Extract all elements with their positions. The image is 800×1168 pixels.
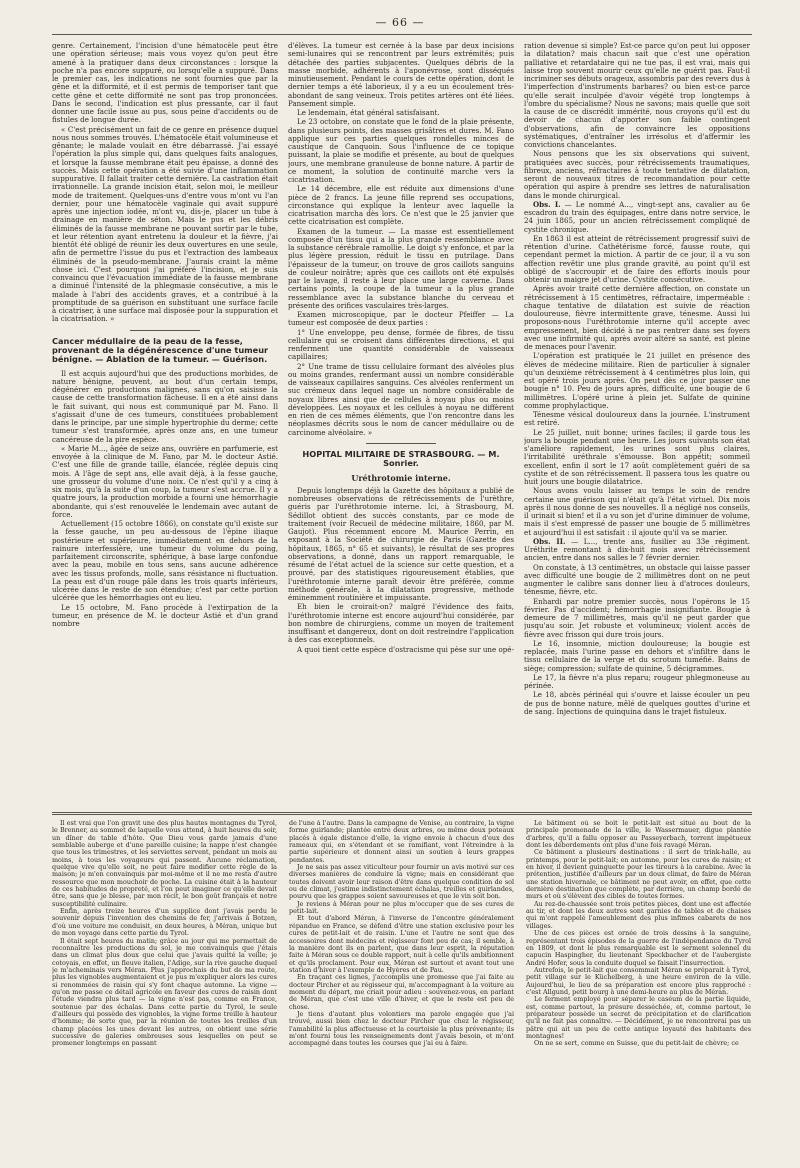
- paragraph: A quoi tient cette espèce d'ostracisme qui pèse sur une opé-: [297, 644, 514, 654]
- paragraph: Depuis longtemps déjà la Gazette des hôpitaux a publié de nombreuses observations de rétrécissements de l'urèthre, guéris par l'uréthrotomie interne. Ici, à Strasbourg, M. Sédillot obtient des succès constants, par ce mode de traitement (voir Recueil de médecine militaire, 1860, par M. Gaujot). Plus récemment encore M. Maurice Perrin, en exposant à la Société de chirurgie de Paris (Gazette des hôpitaux, 1865, n° 65 et suivants), le résultat de ses propres observations, a donné, dans un rapport remarquable, le résumé de l'état actuel de la science sur cette question, et a prouvé, par des statistiques rigoureusement établies, que l'uréthrotomie interne paraît devoir être préférée, comme méthode générale, à la dilatation progressive, méthode éminemment routinière et impuissante.: [288, 485, 514, 603]
- feuilleton-columns: [52, 820, 752, 1156]
- header-rule: [52, 34, 752, 35]
- paragraph: Le 16, insomnie, miction douloureuse; la bougie est replacée, mais l'urine passe en dehors et s'infiltre dans le tissu cellulaire de la verge et du scrotum tuméfié. Bains de siège; compression; sulfate de quinine, 5 décigrammes.: [524, 638, 750, 673]
- paragraph: Le bâtiment où se boit le petit-lait est situé au bout de la principale promenade de la ville, le Wassermauer, digue plantée d'arbres, qu'il a fallu opposer au Passeyerbach, torrent impétueux dont les débordements ont plus d'une fois ravagé Méran.: [526, 820, 751, 850]
- paragraph: Enfin, après treize heures d'un supplice dont j'avais perdu le souvenir depuis l'invention des chemins de fer, j'arrivais à Botzen, d'où une voiture me conduisit, en deux heures, à Méran, unique but de mon voyage dans cette partie du Tyrol.: [52, 907, 277, 938]
- paragraph: Le 15 octobre, M. Fano procède à l'extirpation de la tumeur, en présence de M. le docteur Astié et d'un grand nombre: [52, 602, 278, 629]
- section-separator: [130, 330, 200, 331]
- paragraph: Le lendemain, état général satisfaisant.: [297, 108, 440, 117]
- feuilleton-column-3: [526, 820, 751, 1156]
- paragraph: Le 23 octobre, on constate que le fond de la plaie présente, dans plusieurs points, des masses grisâtres et dures. M. Fano applique sur ces parties quelques rondelles minces de caustique de Canquoin. Sous l'influence de ce topique puissant, la plaie se modifie et présente, au bout de quelques jours, une membrane granuleuse de bonne nature. A partir de ce moment, la solution de continuité marche vers la cicatrisation.: [288, 117, 514, 184]
- column-2: [288, 42, 514, 808]
- paragraph: Actuellement (15 octobre 1866), on constate qu'il existe sur la fesse gauche, un peu au-dessous de l'épine iliaque postérieure et supérieure, immédiatement en dehors de la rainure interfessière, une tumeur du volume du poing, parfaitement circonscrite, sphérique, à base large confondue avec la peau, mobile en tous sens, sans aucune adhérence avec les tissus profonds, molle, sans résistance ni fluctuation. La peau est d'un rouge pâle dans les trois quarts inférieurs, ulcérée dans le reste de son étendue; c'est par cette portion ulcérée que les hémorrhagies ont eu lieu.: [52, 519, 278, 603]
- section-separator: [366, 443, 436, 444]
- paragraph: « C'est précisément un fait de ce genre en présence duquel nous nous sommes trouvés. L'hématocèle était volumineuse et gênante; le malade voulait en être débarrassé. J'ai essayé l'opération la plus simple qui, dans quelques faits analogues, et lorsque la fausse membrane était peu épaisse, a donné des succès. Mais cette opération a été suivie d'une inflammation suppurative. Il fallait traiter cette dernière. La castration était irrationnelle. La grande incision était, selon moi, le meilleur mode de traitement. Quelques-uns d'entre vous m'ont vu l'an dernier, pour une hématocèle vaginale qui avait suppuré après une injection iodée, m'ont vu, dis-je, placer un tube à drainage en manière de séton. Mais le pus et les débris éliminés de la fausse membrane ne pouvant sortir par le tube, et leur rétention ayant entretenu la douleur et la fièvre, j'ai bientôt été obligé de réunir les deux ouvertures en une seule, afin de permettre l'issue du pus et l'extraction des lambeaux éliminés de la pseudo-membrane. J'aurais craint la même chose ici. C'est pourquoi j'ai préféré l'incision, et je suis convaincu que l'évacuation immédiate de la fausse membrane a diminué l'intensité de la phlegmasie consécutive, a mis le malade à l'abri des accidents graves, et a contribué à la promptitude de sa guérison en substituant une surface facile à cicatriser, à une surface mal disposée pour la suppuration et la cicatrisation. »: [52, 124, 278, 324]
- paragraph: Le 25 juillet, nuit bonne; urines faciles; il garde tous les jours la bougie pendant une heure. Les jours suivants son état s'améliore rapidement, les urines sont plus claires, l'irritabilité uréthrale s'émousse. Bon appétit; sommeil excellent, enfin il sort le 17 août complètement guéri de sa cystite et de son rétrécissement. Il passera tous les quatre ou huit jours une bougie dilatatrice.: [524, 427, 750, 486]
- paragraph: L'opération est pratiquée le 21 juillet en présence des élèves de médecine militaire. Rien de particulier à signaler qu'un deuxième rétrécissement à 4 centimètres plus loin, qui est opéré trois jours après. On peut dès ce jour passer une bougie n° 10. Peu de jours après, difficulté, une bougie de 6 millimètres. L'opéré urine à plein jet. Sulfate de quinine comme prophylactique.: [524, 351, 750, 410]
- paragraph: Le ferment employé pour séparer le caséum de la partie liquide, est, comme partout, la présure desséchée, et, comme partout, le préparateur possède un secret de précipitation et de clarification qu'il ne fait pas connaître. — Décidément, je ne rencontrerai pas un pâtre qui ait un peu de cette antique loyauté des habitants des montagnes!: [526, 995, 751, 1040]
- paragraph: Je ne sais pas assez viticulteur pour fournir un avis motivé sur ces diverses manières de conduire la vigne; mais en considérant que toutes doivent avoir leur raison d'être dans quelque condition de sol ou de climat, j'estime indistinctement échalas, treilles et guirlandes, pourvu que les grappes soient savoureuses et que le vin soit bon.: [289, 863, 514, 901]
- paragraph: Autrefois, le petit-lait que consommait Méran se préparait à Tyrol, petit village sur le Küchelberg, à une heure environ de la ville. Aujourd'hui, le lieu de sa préparation est encore plus rapproché : c'est Allgund, petit bourg à une demi-heure au plus de Méran.: [526, 965, 751, 996]
- paragraph: Eh bien le croirait-on? malgré l'évidence des faits, l'uréthrotomie interne est encore aujourd'hui considérée, par bon nombre de chirurgiens, comme un moyen de traitement insuffisant et dangereux, dont on doit restreindre l'application à des cas exceptionnels.: [288, 602, 514, 645]
- section-heading: Cancer médullaire de la peau de la fesse, provenant de la dégénérescence d'une tumeur bénigne. — Ablation de la tumeur. — Guérison.: [52, 335, 269, 365]
- main-article-columns: [52, 42, 752, 808]
- paragraph: Nous pensons que les six observations qui suivent, pratiquées avec succès, pour rétrécissements traumatiques, fibreux, anciens, réfractaires à toute tentative de dilatation, seront de nouveaux titres de recommandation pour cette opération qui aspire à prendre ses lettres de naturalisation dans le monde chirurgical.: [524, 149, 750, 200]
- observation-paragraph: [524, 201, 750, 234]
- column-1: [52, 42, 278, 808]
- paragraph: « Marie M..., âgée de seize ans, ouvrière en parfumerie, est envoyée à la clinique de M. Fano, par M. le docteur Astié. C'est une fille de grande taille, élancée, réglée depuis cinq mois. A l'âge de sept ans, elle avait déjà, à la fesse gauche, une grosseur du volume d'une noix. Ce n'est qu'il y a cinq à six mois, qu'à la suite d'un coup, la tumeur s'est accrue. Il y a quatre jours, la production morbide a fourni une hémorrhagie abondante, qui s'est renouvelée le lendemain avec autant de force.: [52, 443, 278, 519]
- paragraph: Examen de la tumeur. — La masse est essentiellement composée d'un tissu qui a la plus grande ressemblance avec la substance cérébrale ramollie. Le doigt s'y enfonce, et par la plus légère pression, réduit le tissu en putrilage. Dans l'épaisseur de la tumeur, on trouve de gros caillots sanguins de couleur noirâtre; après que ces caillots ont été expulsés par le lavage, il reste à leur place une large caverne. Dans certains points, la coupe de la tumeur a la plus grande ressemblance avec la substance blanche du cerveau et présente des orifices vasculaires très-larges.: [288, 226, 514, 310]
- observation-text: — L..., trente ans, fusilier au 33e régiment. Uréthrite remontant à dix-huit mois avec rétrécissement ancien, entre dans nos salles le 7 février dernier.: [524, 536, 750, 563]
- page-number: — 66 —: [375, 16, 425, 29]
- paragraph: Ce bâtiment a plusieurs destinations : il sert de trink-halle, au printemps, pour le petit-lait; en automne, pour les cures de raisin; et en hiver, il devient guinguette pour les tireurs à la carabine. Avec la prétention, justifiée d'ailleurs par un doux climat, de faire de Méran une station hivernale, ce bâtiment ne peut avoir, en effet, que cette dernière destination que complète, par derrière, un champ bordé de murs et où s'élèvent des cibles de toutes formes.: [526, 848, 751, 901]
- paragraph: Au rez-de-chaussée sont trois petites pièces, dont une est affectée au tir, et dont les deux autres sont garnies de tables et de chaises qui m'ont rappelé l'ameublement des plus infimes cabarets de nos villages.: [526, 899, 751, 930]
- paragraph: 1° Une enveloppe, peu dense, formée de fibres, de tissu cellulaire qui se croisent dans différentes directions, et qui renferment une quantité considérable de vaisseaux capillaires;: [288, 327, 514, 362]
- feuilleton-divider: [52, 812, 752, 813]
- paragraph: On constate, à 13 centimètres, un obstacle qui laisse passer avec difficulté une bougie de 2 millimètres dont on ne peut augmenter le calibre sans donner lieu à d'atroces douleurs, ténesme, fièvre, etc.: [524, 562, 750, 597]
- paragraph: Et tout d'abord Méran, à l'inverse de l'encontre généralement répandue en France, se défend d'être une station exclusive pour les cures de petit-lait et de raisin. L'une et l'autre ne sont que des accessoires dont médecins et régisseur font peu de cas; il semble, à la manière dont ils en parlent, que dans leur esprit, la réputation faite à Méran sous ce double rapport, nuit à celle qu'ils ambitionnent et qu'ils proclament. Pour eux, Méran est surtout et avant tout une station d'hiver à l'exemple de Hyères et de Pau.: [289, 914, 514, 974]
- paragraph: Le 18, abcès périnéal qui s'ouvre et laisse écouler un peu de pus de bonne nature, mêlé de quelques gouttes d'urine et de sang. Injections de quinquina dans le trajet fistuleux.: [524, 690, 750, 716]
- observation-title: Obs. I.: [533, 199, 561, 209]
- paragraph: Enhardi par notre premier succès, nous l'opérons le 15 février. Pas d'accident; hémorrhagie insignifiante. Bougie à demeure de 7 millimètres, mais qu'il ne peut garder que jusqu'au soir. Jet robuste et volumineux; violent accès de fièvre avec frisson qui dure trois jours.: [524, 596, 750, 639]
- paragraph: Ténesme vésical douloureux dans la journée. L'instrument est retiré.: [524, 410, 750, 428]
- column-3: [524, 42, 750, 808]
- observation-title: Obs. II.: [533, 536, 566, 546]
- paragraph: 2° Une trame de tissu cellulaire formant des alvéoles plus ou moins grandes, renfermant aussi un nombre considérable de vaisseaux capillaires sanguins. Ces alvéoles renferment un suc crémeux dans lequel nage un nombre considérable de noyaux libres ainsi que de cellules à noyau plus ou moins développées. Les noyaux et les cellules à noyau ne diffèrent en rien de ces mêmes éléments, que l'on rencontre dans les néoplasmes décrits sous le nom de cancer médullaire ou de carcinome alvéolaire. »: [288, 361, 514, 437]
- paragraph: genre. Certainement, l'incision d'une hématocèle peut être une opération sérieuse; mais vous voyez qu'on peut être amené à la pratiquer dans deux circonstances : lorsque la poche n'a pas encore suppuré, ou lorsqu'elle a suppuré. Dans le premier cas, les indications ne sont fournies que par la gêne et la difformité, et il est permis de temporiser tant que cette gêne et cette difformité ne sont pas trop prononcées. Dans le second, l'indication est plus pressante, car il faut donner une facile issue au pus, sous peine d'accidents ou de fistules de longue durée.: [52, 42, 278, 125]
- paragraph: Je reviens à Méran pour ne plus m'occuper que de ses cures de petit-lait.: [289, 899, 514, 916]
- paragraph: Une de ces pièces est ornée de trois dessins à la sanguine, représentant trois épisodes de la guerre de l'indépendance du Tyrol en 1809, et dont le plus remarquable est le serment solennel du capucin Haspingher, du lieutenant Speckbacher et de l'aubergiste André Hofer, sous la conduite duquel se faisait l'insurrection.: [526, 929, 751, 967]
- paragraph: Après avoir traité cette dernière affection, on constate un rétrécissement à 15 centimètres, réfractaire, imperméable : chaque tentative de dilatation est suivie de réaction douloureuse, fièvre intermittente grave, ténesme. Aussi lui proposons-nous l'uréthrotomie interne qu'il accepte avec empressement, bien décidé à ne pas rentrer dans ses foyers avec une infirmité qui, après avoir altéré sa santé, est pleine de menaces pour l'avenir.: [524, 284, 750, 351]
- paragraph: En 1863 il est atteint de rétrécissement progressif suivi de rétention d'urine. Cathétérisme forcé, fausse route, qui cependant permet la miction. A partir de ce jour, il a vu son affection revêtir une plus grande gravité, au point qu'il est obligé de s'accroupir et de faire des efforts inouïs pour obtenir un maigre jet d'urine. Cystite consécutive.: [524, 233, 750, 284]
- section-subheading: Uréthrotomie interne.: [351, 472, 451, 483]
- paragraph: Nous avons voulu laisser au temps le soin de rendre certaine une guérison qui n'était qu'à l'état virtuel. Dix mois après il nous donne de ses nouvelles. Il a négligé nos conseils, il urinait si bien! et il a vu son jet d'urine diminuer de volume, mais il s'est empressé de passer une bougie de 5 millimètres et aujourd'hui il est satisfait : il ajoute qu'il va se marier.: [524, 486, 750, 537]
- feuilleton-column-1: [52, 820, 277, 1156]
- paragraph: Le 14 décembre, elle est réduite aux dimensions d'une pièce de 2 francs. La jeune fille reprend ses occupations, circonstance qui explique la lenteur avec laquelle la cicatrisation marcha dès lors. Ce n'est que le 25 janvier que cette cicatrisation est complète.: [288, 184, 514, 227]
- feuilleton-column-2: [289, 820, 514, 1156]
- paragraph: d'élèves. La tumeur est cernée à la base par deux incisions semi-lunaires qui se rencontrent par leurs extrémités; puis détachée des parties subjacentes. Quelques débris de la masse morbide, adhérents à l'aponévrose, sont disséqués minutieusement. Pendant le cours de cette opération, dont le dernier temps a été laborieux, il y a eu un écoulement très-abondant de sang veineux. Trois petites artères ont été liées. Pansement simple.: [288, 42, 514, 108]
- paragraph: Il est acquis aujourd'hui que des productions morbides, de nature bénigne, peuvent, au bout d'un certain temps, dégénérer en productions malignes, sans qu'on saisisse la cause de cette transformation fâcheuse. Il en a été ainsi dans le fait suivant, qui nous est communiqué par M. Fano. Il s'agissait d'une de ces tumeurs, constituées probablement dans le principe, par une simple hypertrophie du derme; cette tumeur s'est transformée, après onze ans, en une tumeur cancéreuse de la pire espèce.: [52, 368, 278, 444]
- paragraph: Le 17, la fièvre n'a plus reparu; rougeur phlegmoneuse au périnée.: [524, 672, 750, 690]
- paragraph: Examen microscopique, par le docteur Pfeiffer — La tumeur est composée de deux parties :: [288, 310, 514, 328]
- feuilleton-divider: [52, 814, 752, 815]
- paragraph: On ne se sert, comme en Suisse, que du petit-lait de chèvre; ce: [534, 1039, 739, 1048]
- paragraph: Il est vrai que l'on gravit une des plus hautes montagnes du Tyrol, le Brenner, au sommet de laquelle vous attend, à huit heures du soir, un dîner de table d'hôte. Que Dieu vous garde jamais d'une semblable auberge et d'une pareille cuisine; la nappe n'est changée que tous les trimestres, et les serviettes servent, pendant un mois au moins, à tous les voyageurs qui passent. Aucune réclamation, quelque vive qu'elle soit, ne peut faire modifier cette règle de la maison; je m'en convainquis par moi-même et il ne me resta d'autre ressource que mon mouchoir de poche. La cuisine était à la hauteur de ces habitudes de propreté, et l'on peut imaginer ce qu'elle devait être, sans que je blesse, par mon récit, le bon goût français et notre susceptibilité culinaire.: [52, 820, 277, 908]
- paragraph: ration devenue si simple? Est-ce parce qu'on peut lui opposer la dilatation? mais chacun sait que c'est une opération palliative et retardataire qui ne tue pas, il est vrai, mais qui laisse trop souvent mourir ceux qu'elle ne guérit pas. Faut-il incriminer ses débuts orageux, assombris par des revers dus à l'imperfection d'instruments barbares? ou bien est-ce parce qu'elle serait inculpée d'avoir végété trop longtemps à l'ombre du spécialisme? Nous ne savons; mais quelle que soit la cause de ce discrédit immérité, nous croyons qu'il est du devoir de chacun d'apporter son faible contingent d'observations, afin de convaincre les oppositions systématiques, d'entraîner les irrésolus et d'affermir les convictions chancelantes.: [524, 42, 750, 149]
- paragraph: Je tiens d'autant plus volontiers ma parole engagée que j'ai trouvé, aussi bien chez le docteur Pircher que chez le régisseur, l'amabilité la plus affectueuse et la courtoisie la plus prévenante; ils m'ont fourni tous les renseignements dont j'avais besoin, et m'ont accompagné dans toutes les courses que j'ai eu à faire.: [289, 1009, 514, 1048]
- section-heading: HOPITAL MILITAIRE DE STRASBOURG. — M. Sonrier.: [302, 448, 500, 469]
- paragraph: En traçant ces lignes, j'accomplis une promesse que j'ai faite au docteur Pircher et au régisseur qui, m'accompagnant à la voiture au moment du départ, me criait pour adieu : souvenez-vous, en parlant de Méran, que c'est une ville d'hiver, et que le reste est peu de chose.: [289, 973, 514, 1011]
- paragraph: de l'une à l'autre. Dans la campagne de Venise, au contraire, la vigne forme guirlande; plantée entre deux arbres, ou même deux poteaux placés à égale distance d'elle, la vigne envoie à chacun d'eux des rameaux qui, en s'étendant et se ramifiant, vont l'étreindre à la partie supérieure et donnent ainsi un soutien à leurs grappes pendantes.: [289, 820, 514, 864]
- observation-paragraph: [524, 538, 750, 563]
- observation-text: — Le nommé A..., vingt-sept ans, cavalier au 6e escadron du train des équipages, entre dans notre service, le 24 juin 1865, pour un ancien rétrécissement compliqué de cystite chronique.: [524, 199, 750, 234]
- paragraph: Il était sept heures du matin; grâce au jour qui me permettait de reconnaître les productions du sol, je me convainquis que j'étais dans un climat plus doux que celui que j'avais quitté la veille; je cotoyais, en effet, un fleuve italien, l'Adige, sur la rive gauche duquel je m'acheminais vers Méran. Plus j'approchais du but de ma route, plus les vignobles augmentaient et je pus m'expliquer alors les cures si renommées de raisin qui s'y font chaque automne. La vigne — qu'on me passe ce détail agricole en faveur des cures de raisin dont l'étude viendra plus tard — la vigne n'est pas, comme en France, soutenue par des échalas. Dans cette partie du Tyrol, le seule d'ailleurs qui possède des vignobles, la vigne forme treille à hauteur d'homme; de sorte que, par la réunion de toutes les treilles d'un champ placées les unes devant les autres, on obtient une série successive de galeries ombreuses sous lesquelles on peut se promener longtemps en passant: [52, 936, 277, 1048]
